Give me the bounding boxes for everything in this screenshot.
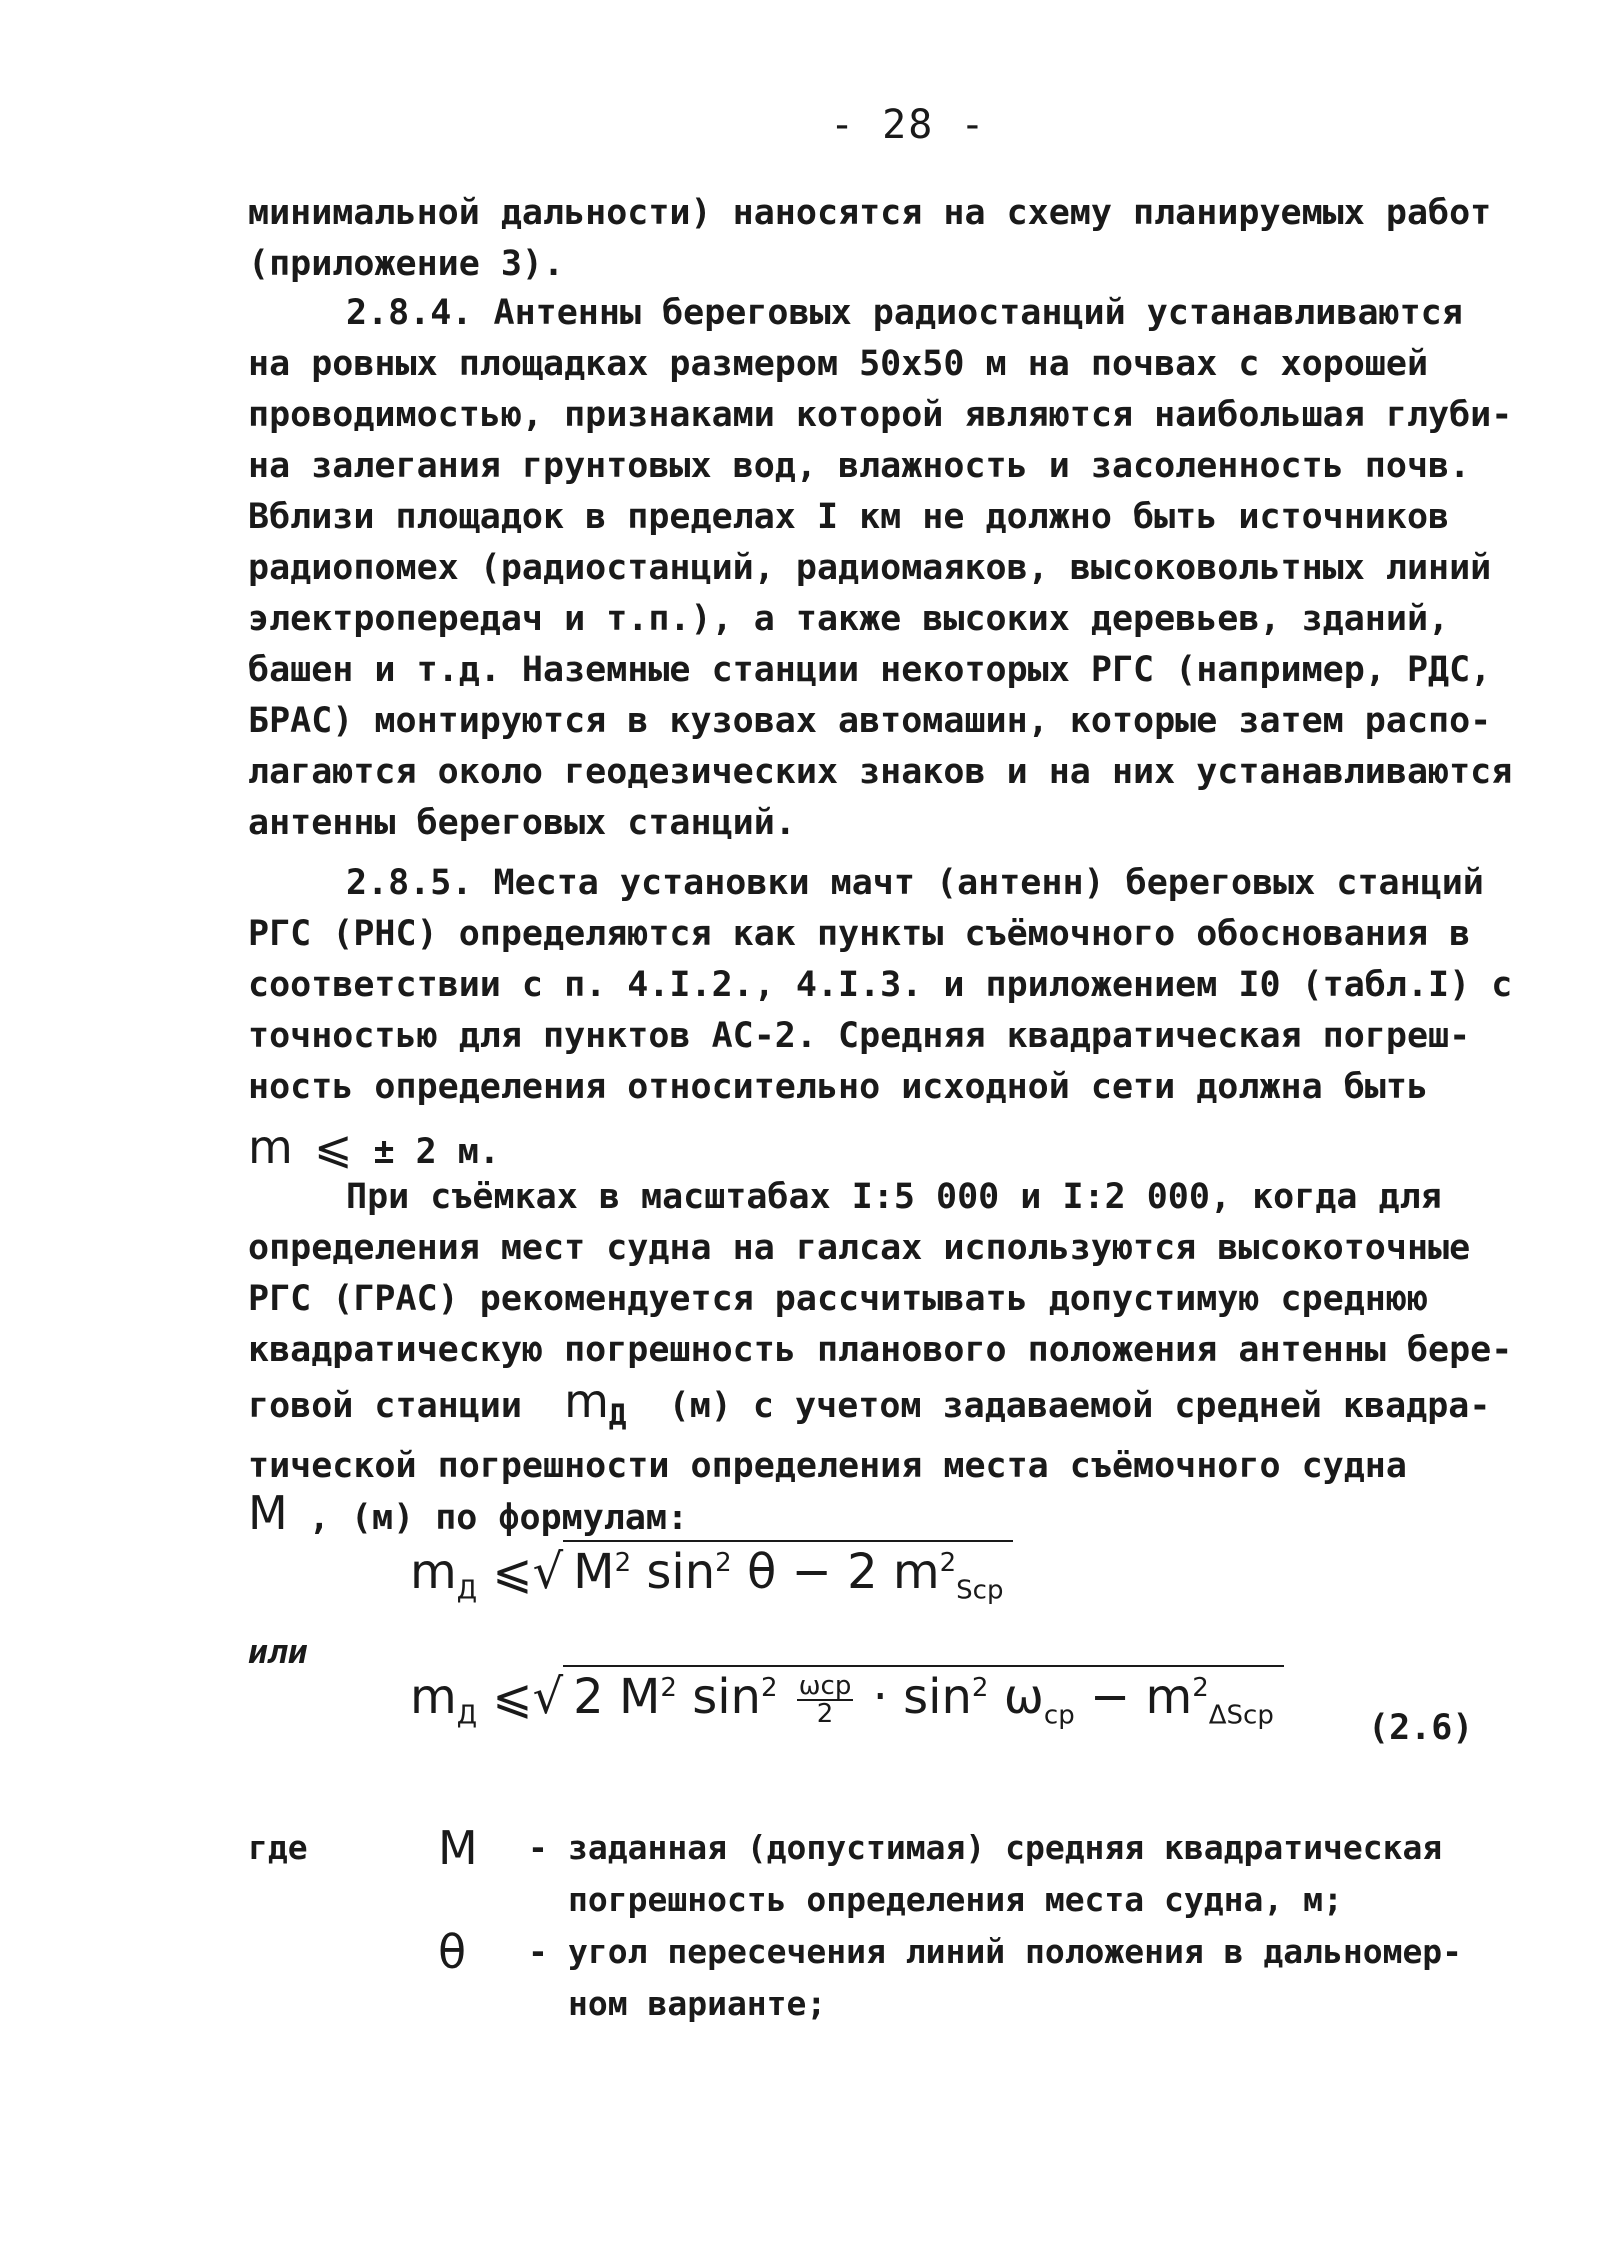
sqrt-radicand bbox=[563, 1540, 1013, 1606]
text-line: соответствии с п. 4.I.2., 4.I.3. и приложением I0 (табл.I) с bbox=[248, 965, 1513, 1005]
formula-term: 2 M bbox=[573, 1669, 661, 1725]
text-fragment: (м) с учетом задаваемой средней квадра- bbox=[668, 1386, 1491, 1426]
text-line: башен и т.д. Наземные станции некоторых РГС (например, РДС, bbox=[248, 650, 1492, 690]
formula-term: M bbox=[573, 1544, 615, 1600]
paragraph-survey bbox=[248, 1172, 1513, 1492]
condition-symbol: m bbox=[248, 1120, 293, 1174]
page-number: - 28 - bbox=[830, 102, 987, 148]
text-line: проводимостью, признаками которой являются наибольшая глуби- bbox=[248, 395, 1513, 435]
formula-subscript: Д bbox=[456, 1575, 478, 1606]
or-label: или bbox=[248, 1632, 308, 1671]
formula-fraction bbox=[797, 1673, 854, 1727]
formula-superscript: 2 bbox=[614, 1548, 632, 1578]
sqrt-radicand bbox=[563, 1665, 1284, 1731]
formula-intro bbox=[248, 1488, 1498, 1544]
definition-symbol: θ bbox=[438, 1925, 467, 1979]
definition-row bbox=[248, 1822, 1548, 1926]
text-fragment: , (м) по формулам: bbox=[308, 1498, 689, 1538]
formula-term: − m bbox=[1089, 1669, 1193, 1725]
where-label: где bbox=[248, 1828, 308, 1867]
formula-superscript: 2 bbox=[715, 1548, 732, 1578]
text-line: точностью для пунктов АС-2. Средняя квадратическая погреш- bbox=[248, 1016, 1471, 1056]
formula-term: sin bbox=[646, 1544, 716, 1600]
text-line: 2.8.5. Места установки мачт (антенн) береговых станций bbox=[346, 863, 1484, 903]
definition-line: погрешность определения места судна, м; bbox=[568, 1880, 1343, 1919]
inline-symbol: M bbox=[248, 1486, 288, 1540]
formula-lhs: m bbox=[410, 1544, 457, 1600]
text-line: Вблизи площадок в пределах I км не должно быть источников bbox=[248, 497, 1450, 537]
definition-spacer bbox=[248, 1926, 438, 2030]
formula-superscript: 2 bbox=[1192, 1673, 1209, 1703]
text-line: ность определения относительно исходной сети должна быть bbox=[248, 1067, 1429, 1107]
definition-line: ном варианте; bbox=[568, 1984, 827, 2023]
paragraph-2-8-5 bbox=[248, 858, 1513, 1113]
formula-term: θ − 2 m bbox=[746, 1544, 940, 1600]
definition-symbol: M bbox=[438, 1821, 478, 1875]
text-line: минимальной дальности) наносятся на схему планируемых работ bbox=[248, 193, 1492, 233]
formula-subscript: Scp bbox=[956, 1575, 1004, 1606]
text-line: на ровных площадках размером 50х50 м на почвах с хорошей bbox=[248, 344, 1429, 384]
text-line: определения мест судна на галсах используются высокоточные bbox=[248, 1228, 1471, 1268]
formula-superscript: 2 bbox=[760, 1673, 778, 1703]
equation-number: (2.6) bbox=[1368, 1708, 1474, 1748]
text-line: антенны береговых станций. bbox=[248, 803, 796, 843]
inline-subscript: Д bbox=[608, 1398, 627, 1432]
text-line: лагаются около геодезических знаков и на них устанавливаются bbox=[248, 752, 1513, 792]
text-line: на залегания грунтовых вод, влажность и засоленность почв. bbox=[248, 446, 1471, 486]
text-line: тической погрешности определения места съёмочного судна bbox=[248, 1446, 1407, 1486]
definition-text bbox=[568, 1926, 1488, 2030]
condition-value: ± 2 м. bbox=[373, 1132, 500, 1172]
formula-subscript: cp bbox=[1043, 1700, 1075, 1731]
definition-line: угол пересечения линий положения в дальномер- bbox=[568, 1932, 1463, 1971]
definition-line: заданная (допустимая) средняя квадратическая bbox=[568, 1828, 1443, 1867]
text-line: РГС (РНС) определяются как пункты съёмочного обоснования в bbox=[248, 914, 1471, 954]
text-line: электропередач и т.п.), а также высоких деревьев, зданий, bbox=[248, 599, 1450, 639]
text-line: (приложение 3). bbox=[248, 244, 565, 284]
formula-term: ω bbox=[1003, 1669, 1044, 1725]
paragraph-2-8-4 bbox=[248, 288, 1513, 849]
fraction-denominator: 2 bbox=[816, 1699, 834, 1729]
formula-relation: ⩽√ bbox=[492, 1544, 564, 1600]
formula-2 bbox=[410, 1665, 1284, 1731]
text-line: БРАС) монтируются в кузовах автомашин, которые затем распо- bbox=[248, 701, 1492, 741]
formula-relation: ⩽√ bbox=[492, 1669, 564, 1725]
inline-symbol: m bbox=[564, 1374, 609, 1428]
formula-subscript: Д bbox=[456, 1700, 478, 1731]
definition-dash: - bbox=[528, 1932, 548, 1971]
text-line: РГС (ГРАС) рекомендуется рассчитывать допустимую среднюю bbox=[248, 1279, 1429, 1319]
formula-superscript: 2 bbox=[660, 1673, 677, 1703]
text-fragment: говой станции bbox=[248, 1386, 522, 1426]
formula-term: sin bbox=[692, 1669, 761, 1725]
formula-term: · sin bbox=[872, 1669, 972, 1725]
accuracy-condition bbox=[248, 1122, 1498, 1178]
formula-superscript: 2 bbox=[971, 1673, 989, 1703]
definition-text bbox=[568, 1822, 1488, 1926]
formula-1 bbox=[410, 1540, 1013, 1606]
definition-row bbox=[248, 1926, 1548, 2030]
formula-lhs: m bbox=[410, 1669, 457, 1725]
condition-relation: ⩽ bbox=[313, 1120, 353, 1174]
text-line: радиопомех (радиостанций, радиомаяков, высоковольтных линий bbox=[248, 548, 1492, 588]
text-line bbox=[248, 1376, 1498, 1441]
formula-subscript: ΔScp bbox=[1208, 1700, 1274, 1731]
text-line: 2.8.4. Антенны береговых радиостанций устанавливаются bbox=[346, 293, 1463, 333]
text-line: При съёмках в масштабах I:5 000 и I:2 000, когда для bbox=[346, 1177, 1442, 1217]
text-line: квадратическую погрешность планового положения антенны бере- bbox=[248, 1330, 1513, 1370]
definition-dash: - bbox=[528, 1828, 548, 1867]
fraction-numerator: ωcp bbox=[798, 1671, 852, 1701]
formula-superscript: 2 bbox=[939, 1548, 957, 1578]
definitions-list bbox=[248, 1822, 1548, 2030]
paragraph-continuation bbox=[248, 188, 1498, 290]
